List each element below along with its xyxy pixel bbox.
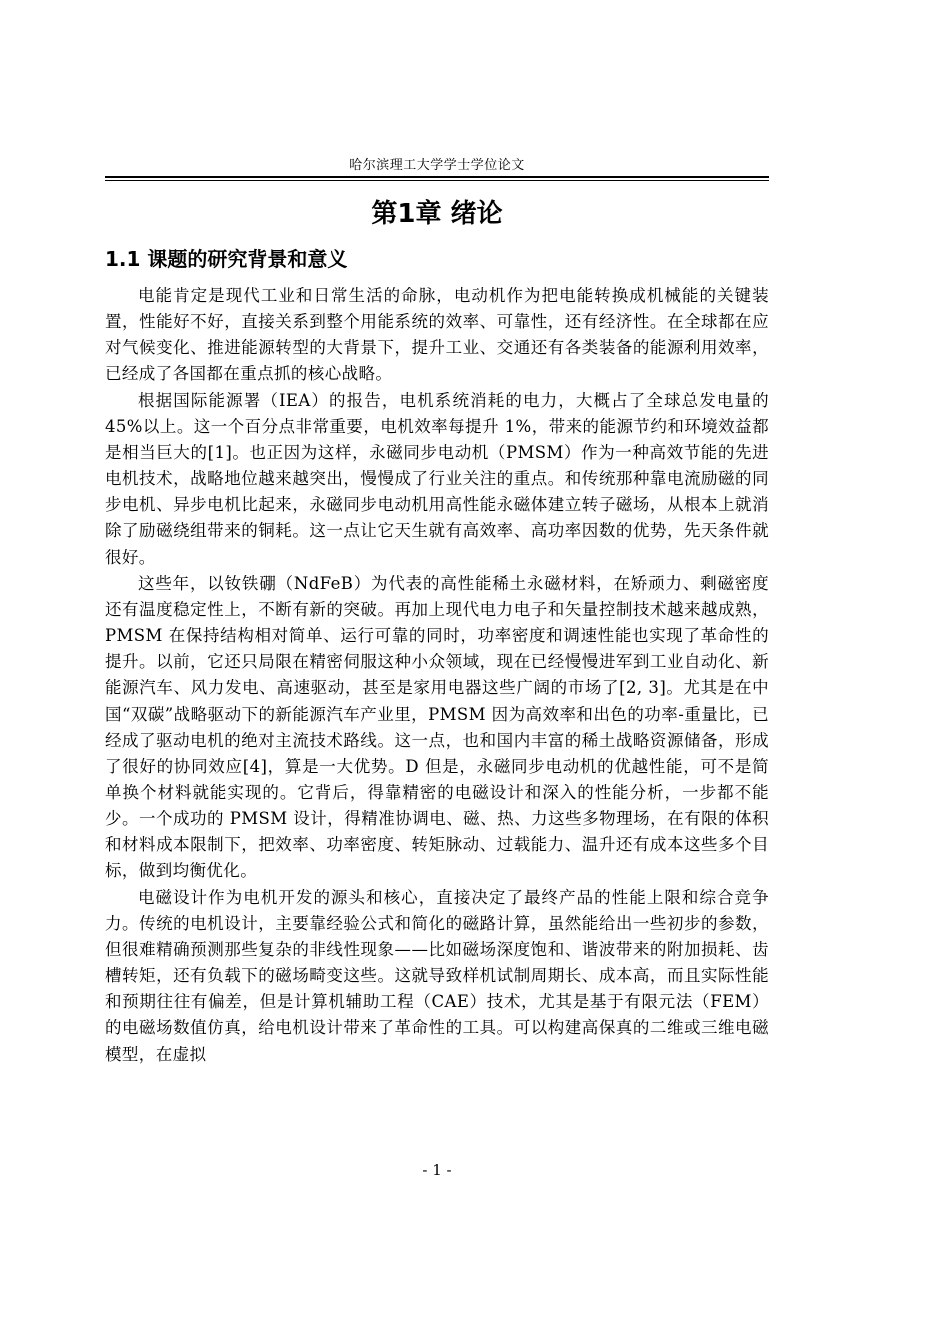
body-text bbox=[105, 283, 769, 1068]
section-title: 1.1 课题的研究背景和意义 bbox=[105, 247, 348, 271]
header-rule bbox=[105, 176, 769, 178]
page-number: - 1 - bbox=[422, 1161, 452, 1179]
chapter-title: 第1章 绪论 bbox=[371, 199, 503, 229]
header-rule-thin bbox=[105, 180, 769, 181]
paragraph: 电能肯定是现代工业和日常生活的命脉，电动机作为把电能转换成机械能的关键装置，性能好不好，直接关系到整个用能系统的效率、可靠性，还有经济性。在全球都在应对气候变化、推进能源转型的大背景下，提升工业、交通还有各类装备的能源利用效率，已经成了各国都在重点抓的核心战略。 bbox=[105, 286, 769, 384]
paragraph: 这些年，以钕铁硼（NdFeB）为代表的高性能稀土永磁材料，在矫顽力、剩磁密度还有温度稳定性上，不断有新的突破。再加上现代电力电子和矢量控制技术越来越成熟，PMSM 在保持结构相对简单、运行可靠的同时，功率密度和调速性能也实现了革命性的提升。以前，它还只局限在精密伺服这种小众领域，现在已经慢慢进军到工业自动化、新能源汽车、风力发电、高速驱动，甚至是家用电器这些广阔的市场了[2, 3]。尤其是在中国“双碳”战略驱动下的新能源汽车产业里，PMSM 因为高效率和出色的功率-重量比，已经成了驱动电机的绝对主流技术路线。这一点，也和国内丰富的稀土战略资源储备，形成了很好的协同效应[4]，算是一大优势。D 但是，永磁同步电动机的优越性能，可不是简单换个材料就能实现的。它背后，得靠精密的电磁设计和深入的性能分析，一步都不能少。一个成功的 PMSM 设计，得精准协调电、磁、热、力这些多物理场，在有限的体积和材料成本限制下，把效率、功率密度、转矩脉动、过载能力、温升还有成本这些多个目标，做到均衡优化。 bbox=[105, 573, 769, 881]
running-header: 哈尔滨理工大学学士学位论文 bbox=[349, 158, 525, 173]
paragraph: 根据国际能源署（IEA）的报告，电机系统消耗的电力，大概占了全球总发电量的 45%以上。这一个百分点非常重要，电机效率每提升 1%，带来的能源节约和环境效益都是相当巨大的[1]。也正因为这样，永磁同步电动机（PMSM）作为一种高效节能的先进电机技术，战略地位越来越突出，慢慢成了行业关注的重点。和传统那种靠电流励磁的同步电机、异步电机比起来，永磁同步电动机用高性能永磁体建立转子磁场，从根本上就消除了励磁绕组带来的铜耗。这一点让它天生就有高效率、高功率因数的优势，先天条件就很好。 bbox=[105, 390, 769, 567]
paragraph: 电磁设计作为电机开发的源头和核心，直接决定了最终产品的性能上限和综合竞争力。传统的电机设计，主要靠经验公式和简化的磁路计算，虽然能给出一些初步的参数，但很难精确预测那些复杂的非线性现象——比如磁场深度饱和、谐波带来的附加损耗、齿槽转矩，还有负载下的磁场畸变这些。这就导致样机试制周期长、成本高，而且实际性能和预期往往有偏差，但是计算机辅助工程（CAE）技术，尤其是基于有限元法（FEM）的电磁场数值仿真，给电机设计带来了革命性的工具。可以构建高保真的二维或三维电磁模型，在虚拟 bbox=[105, 887, 769, 1064]
